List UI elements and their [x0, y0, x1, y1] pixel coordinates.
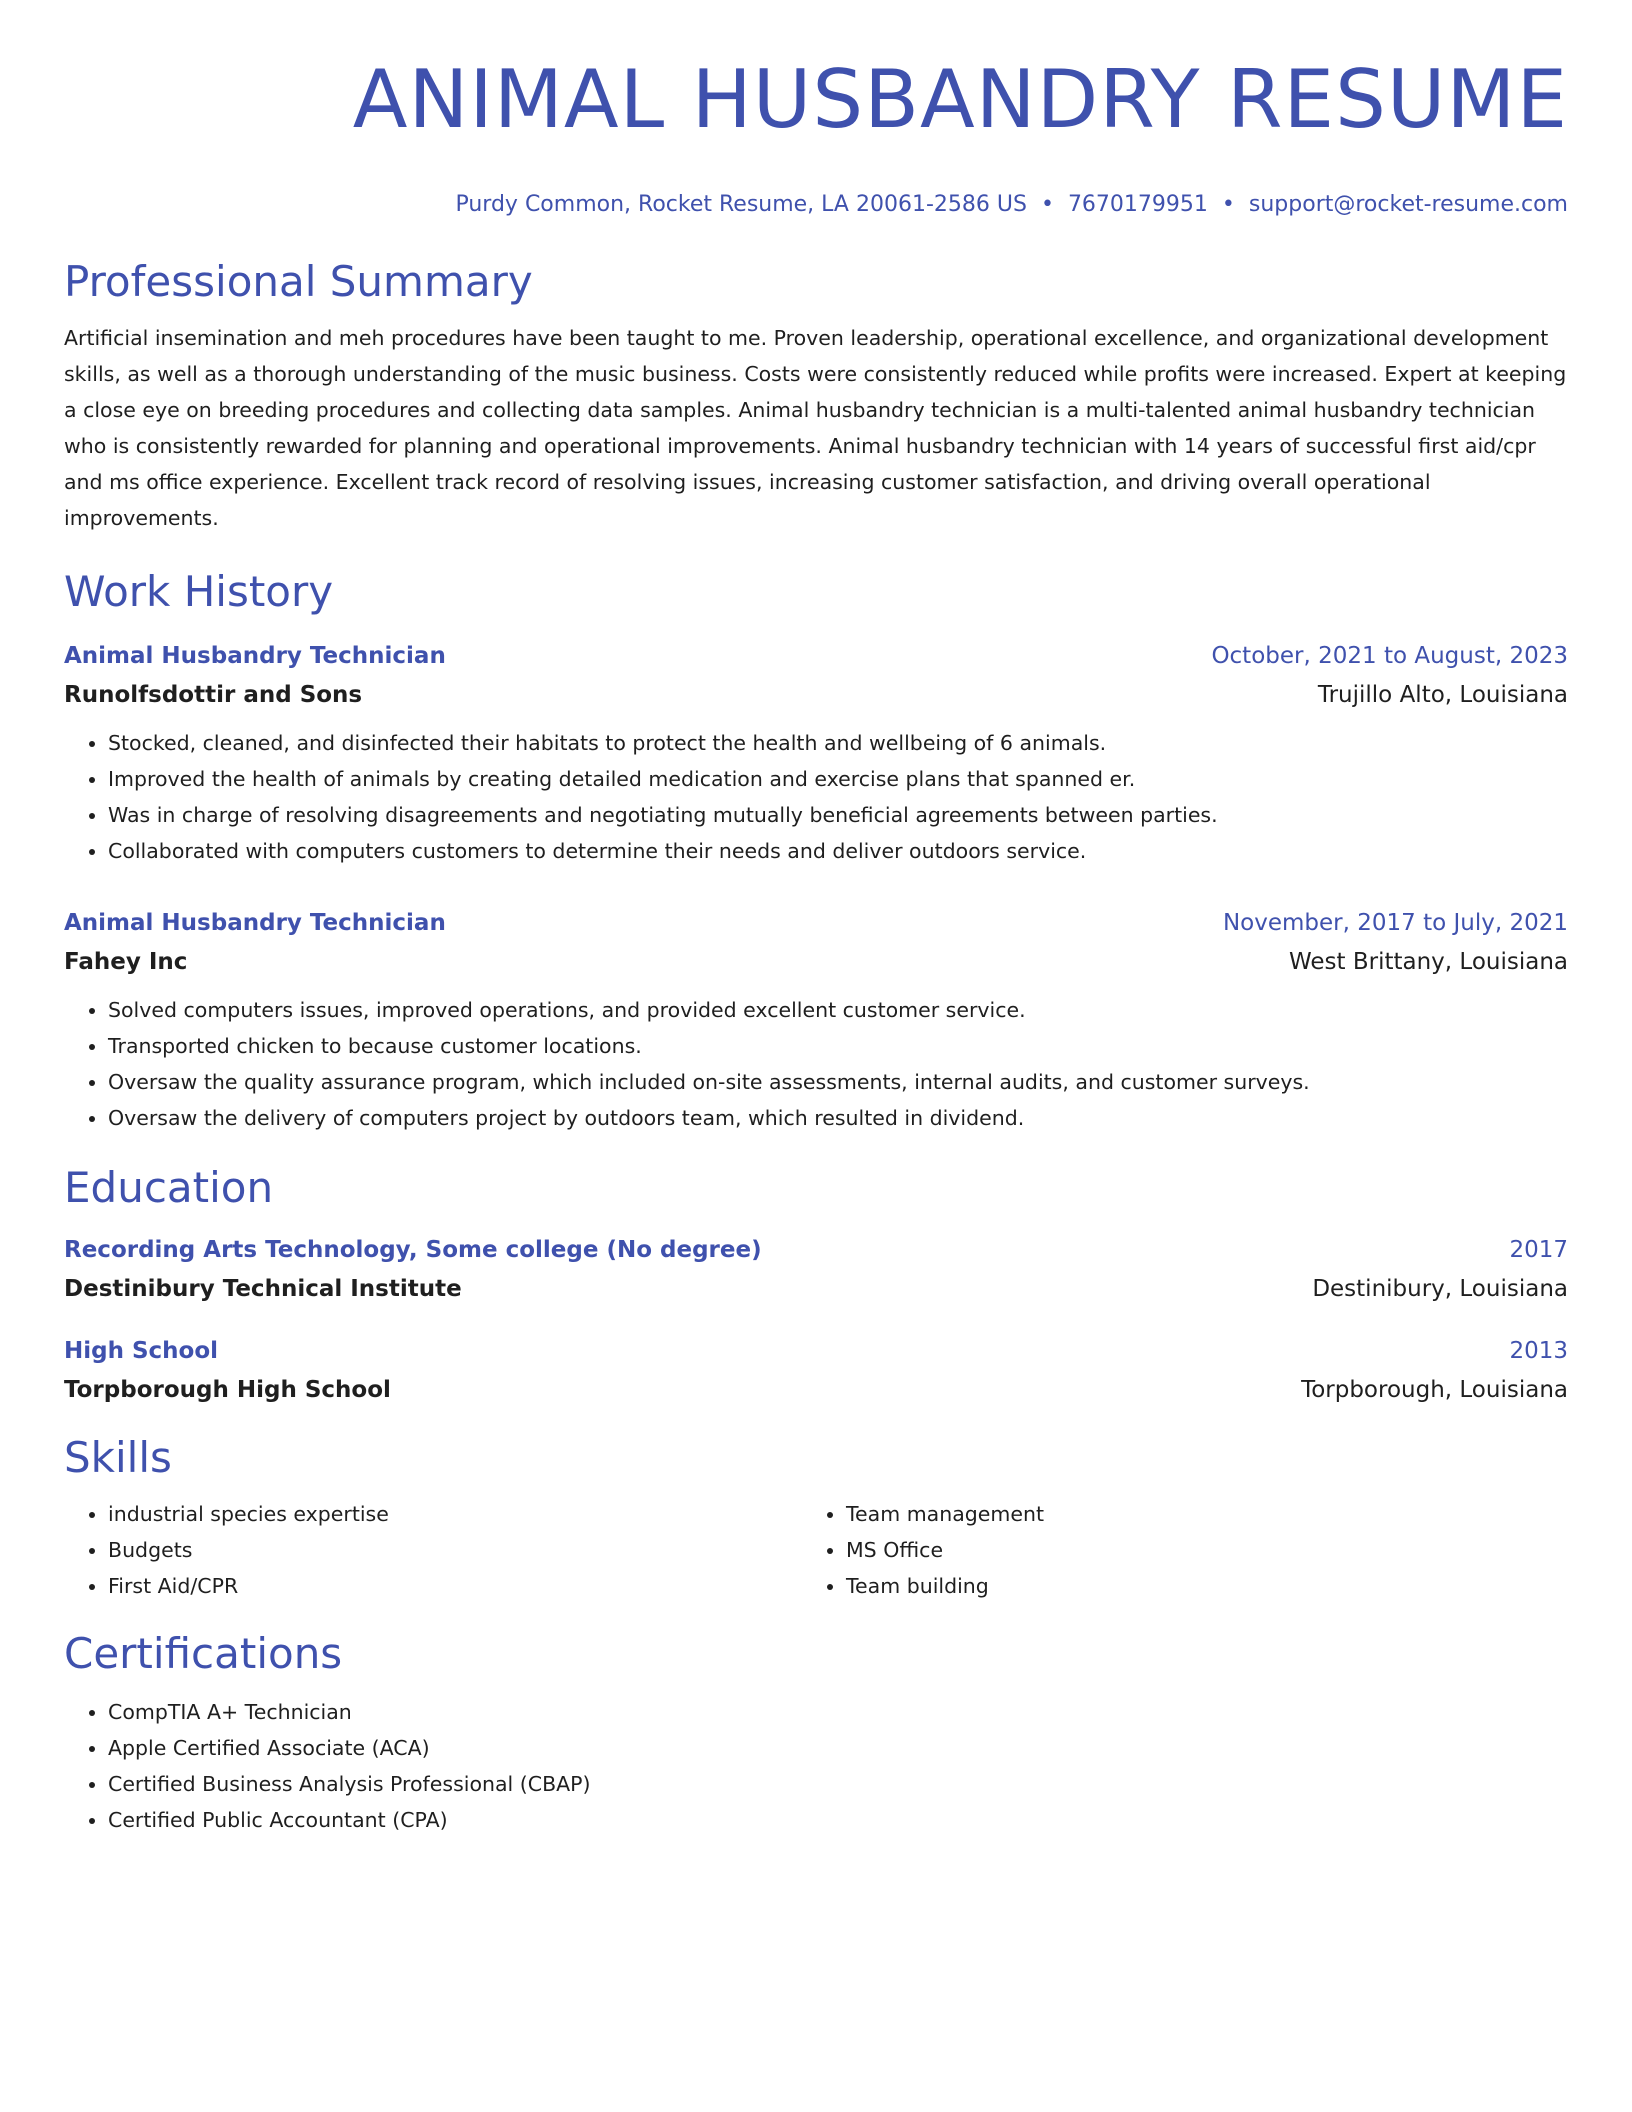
skills-list-left — [64, 1496, 802, 1604]
skill-item: • Team management — [846, 1496, 1540, 1532]
job-bullet: • Oversaw the delivery of computers project by outdoors team, which resulted in dividend. — [108, 1100, 1568, 1136]
certification-item: • Certified Business Analysis Professional (CBAP) — [108, 1766, 1568, 1802]
job-location: Trujillo Alto, Louisiana — [1317, 682, 1568, 708]
job-bullet: • Collaborated with computers customers to determine their needs and deliver outdoors service. — [108, 833, 1568, 869]
job-dates: October, 2021 to August, 2023 — [1211, 643, 1568, 669]
phone-text: 7670179951 — [1067, 192, 1208, 217]
job-bullet: • Transported chicken to because customer locations. — [108, 1028, 1568, 1064]
education-header-row — [64, 1335, 1568, 1367]
job-bullet: • Solved computers issues, improved operations, and provided excellent customer service. — [108, 992, 1568, 1028]
job-bullet: • Improved the health of animals by creating detailed medication and exercise plans that spanned er. — [108, 761, 1568, 797]
job-location: West Brittany, Louisiana — [1288, 949, 1568, 975]
certification-item: • Apple Certified Associate (ACA) — [108, 1730, 1568, 1766]
separator-bullet: • — [1221, 192, 1235, 217]
skill-item: • Budgets — [108, 1532, 802, 1568]
work-history-heading: Work History — [64, 567, 334, 616]
skill-item: • First Aid/CPR — [108, 1568, 802, 1604]
job-header-row — [64, 640, 1568, 672]
certifications-heading: Certifications — [64, 1629, 343, 1678]
address-text: Purdy Common, Rocket Resume, LA 20061-2586 US — [455, 192, 1027, 217]
skill-item: • industrial species expertise — [108, 1496, 802, 1532]
job-bullet-list — [64, 725, 1568, 869]
certifications-list — [64, 1694, 1568, 1838]
skill-item: • Team building — [846, 1568, 1540, 1604]
job-company-row — [64, 946, 1568, 978]
job-entry — [64, 640, 1568, 869]
summary-heading: Professional Summary — [64, 257, 533, 306]
summary-text: Artificial insemination and meh procedures have been taught to me. Proven leadership, operational excellence, and organizational development skills, as well as a thorough understanding of the music business. Costs were consistently reduced while profits were increased. Expert at keeping a close eye on breeding procedures and collecting data samples. Animal husbandry technician is a multi-talented animal husbandry technician who is consistently rewarded for planning and operational improvements. Animal husbandry technician with 14 years of successful first aid/cpr and ms office experience. Excellent track record of resolving issues, increasing customer satisfaction, and driving overall operational improvements. — [64, 326, 1567, 530]
separator-bullet: • — [1040, 192, 1054, 217]
job-role: Animal Husbandry Technician — [64, 910, 446, 936]
skills-grid — [64, 1496, 1568, 1604]
education-school: Destinibury Technical Institute — [64, 1276, 462, 1302]
education-year: 2013 — [1509, 1338, 1568, 1364]
resume-title: ANIMAL HUSBANDRY RESUME — [352, 53, 1568, 146]
education-location: Torpborough, Louisiana — [1301, 1377, 1568, 1403]
education-year: 2017 — [1509, 1237, 1568, 1263]
education-header-row — [64, 1234, 1568, 1266]
certification-item: • CompTIA A+ Technician — [108, 1694, 1568, 1730]
skill-item: • MS Office — [846, 1532, 1540, 1568]
education-location: Destinibury, Louisiana — [1312, 1276, 1568, 1302]
job-entry — [64, 907, 1568, 1136]
skills-heading: Skills — [64, 1433, 172, 1482]
job-bullet: • Oversaw the quality assurance program, which included on-site assessments, internal audits, and customer surveys. — [108, 1064, 1568, 1100]
education-school: Torpborough High School — [64, 1377, 391, 1403]
skills-list-right — [802, 1496, 1540, 1604]
education-degree: High School — [64, 1338, 219, 1364]
email-link[interactable]: support@rocket-resume.com — [1248, 192, 1568, 217]
job-bullet-list — [64, 992, 1568, 1136]
education-school-row — [64, 1374, 1568, 1406]
job-bullet: • Stocked, cleaned, and disinfected their habitats to protect the health and wellbeing of 6 animals. — [108, 725, 1568, 761]
job-role: Animal Husbandry Technician — [64, 643, 446, 669]
job-bullet: • Was in charge of resolving disagreements and negotiating mutually beneficial agreements between parties. — [108, 797, 1568, 833]
job-company-row — [64, 679, 1568, 711]
contact-line — [64, 190, 1568, 220]
job-dates: November, 2017 to July, 2021 — [1222, 910, 1568, 936]
education-school-row — [64, 1273, 1568, 1305]
job-company: Runolfsdottir and Sons — [64, 682, 363, 708]
education-entry — [64, 1335, 1568, 1406]
education-degree: Recording Arts Technology, Some college (No degree) — [64, 1237, 762, 1263]
job-header-row — [64, 907, 1568, 939]
job-company: Fahey Inc — [64, 949, 188, 975]
certification-item: • Certified Public Accountant (CPA) — [108, 1802, 1568, 1838]
education-heading: Education — [64, 1163, 274, 1212]
education-entry — [64, 1234, 1568, 1305]
